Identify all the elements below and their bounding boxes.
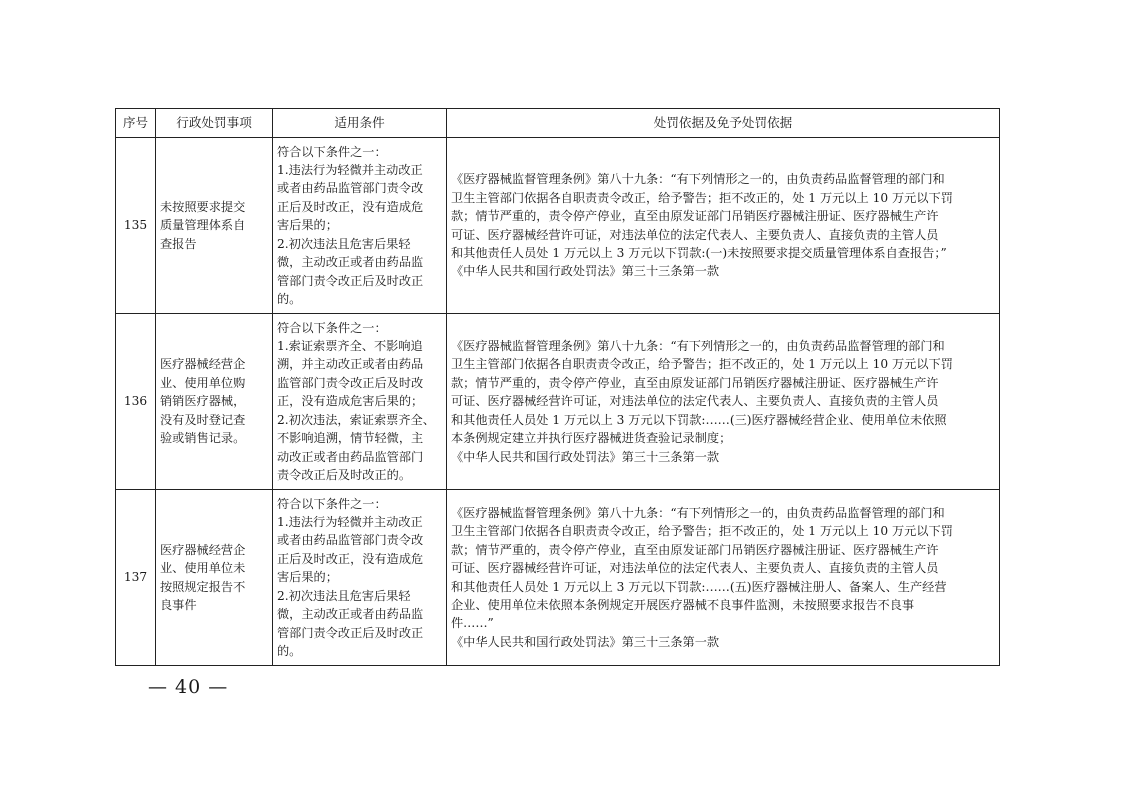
penalty-basis	[447, 138, 1000, 314]
text-line: 动改正或者由药品监管部门	[277, 449, 424, 464]
text-line: 和其他责任人员处 1 万元以上 3 万元以下罚款:……(三)医疗器械经营企业、使用单位未依照	[451, 412, 947, 427]
text-line: 《中华人民共和国行政处罚法》第三十三条第一款	[451, 634, 720, 649]
header-condition: 适用条件	[273, 109, 447, 138]
text-line: 业、使用单位未	[160, 561, 246, 576]
penalty-item	[156, 490, 273, 666]
text-line: 《中华人民共和国行政处罚法》第三十三条第一款	[451, 264, 720, 279]
header-no: 序号	[116, 109, 156, 138]
text-line: 业、使用单位购	[160, 375, 246, 390]
text-line: 和其他责任人员处 1 万元以上 3 万元以下罚款:(一)未按照要求提交质量管理体系自查报告；”	[451, 245, 947, 260]
text-line: 符合以下条件之一：	[277, 320, 387, 335]
text-line: 害后果的；	[277, 218, 338, 233]
text-line: 销销医疗器械，	[160, 394, 246, 409]
text-line: 卫生主管部门依据各自职责责令改正，给予警告；拒不改正的，处 1 万元以上 10 万元以下罚	[451, 524, 953, 539]
header-item: 行政处罚事项	[156, 109, 273, 138]
text-line: 1.索证索票齐全、不影响追	[277, 339, 423, 354]
table-row	[116, 490, 1000, 666]
text-line: 可证、医疗器械经营许可证，对违法单位的法定代表人、主要负责人、直接负责的主管人员	[451, 394, 939, 409]
text-line: 《医疗器械监督管理条例》第八十九条：“有下列情形之一的，由负责药品监督管理的部门和	[451, 339, 945, 354]
text-line: 款；情节严重的，责令停产停业，直至由原发证部门吊销医疗器械注册证、医疗器械生产许	[451, 375, 939, 390]
text-line: 正，没有造成危害后果的；	[277, 394, 424, 409]
text-line: 可证、医疗器械经营许可证，对违法单位的法定代表人、主要负责人、直接负责的主管人员	[451, 561, 939, 576]
text-line: 的。	[277, 643, 302, 658]
text-line: 1.违法行为轻微并主动改正	[277, 515, 423, 530]
text-line: 正后及时改正，没有造成危	[277, 551, 424, 566]
text-line: 溯，并主动改正或者由药品	[277, 357, 424, 372]
text-line: 微，主动改正或者由药品监	[277, 255, 424, 270]
header-basis: 处罚依据及免予处罚依据	[447, 109, 1000, 138]
text-line: 或者由药品监管部门责令改	[277, 181, 424, 196]
text-line: 质量管理体系自	[160, 218, 246, 233]
text-line: 不影响追溯，情节轻微，主	[277, 431, 424, 446]
text-line: 1.违法行为轻微并主动改正	[277, 163, 423, 178]
page-number: — 40 —	[148, 676, 229, 698]
text-line: 《医疗器械监督管理条例》第八十九条：“有下列情形之一的，由负责药品监督管理的部门和	[451, 505, 945, 520]
text-line: 件……”	[451, 616, 494, 631]
text-line: 查报告	[160, 236, 197, 251]
text-line: 医疗器械经营企	[160, 357, 246, 372]
text-line: 符合以下条件之一：	[277, 496, 387, 511]
penalty-basis	[447, 490, 1000, 666]
text-line: 的。	[277, 291, 302, 306]
text-line: 《中华人民共和国行政处罚法》第三十三条第一款	[451, 449, 720, 464]
text-line: 可证、医疗器械经营许可证，对违法单位的法定代表人、主要负责人、直接负责的主管人员	[451, 227, 939, 242]
text-line: 微，主动改正或者由药品监	[277, 607, 424, 622]
text-line: 按照规定报告不	[160, 579, 246, 594]
text-line: 验或销售记录。	[160, 431, 246, 446]
text-line: 《医疗器械监督管理条例》第八十九条：“有下列情形之一的，由负责药品监督管理的部门和	[451, 172, 945, 187]
penalty-item	[156, 314, 273, 490]
text-line: 害后果的；	[277, 570, 338, 585]
text-line: 没有及时登记查	[160, 412, 246, 427]
text-line: 未按照要求提交	[160, 199, 246, 214]
row-number: 137	[116, 490, 156, 666]
text-line: 企业、使用单位未依照本条例规定开展医疗器械不良事件监测，未按照要求报告不良事	[451, 597, 915, 612]
applicable-condition	[273, 314, 447, 490]
text-line: 良事件	[160, 597, 197, 612]
text-line: 监管部门责令改正后及时改	[277, 375, 424, 390]
penalty-basis	[447, 314, 1000, 490]
penalty-item	[156, 138, 273, 314]
text-line: 款；情节严重的，责令停产停业，直至由原发证部门吊销医疗器械注册证、医疗器械生产许	[451, 209, 939, 224]
text-line: 正后及时改正，没有造成危	[277, 199, 424, 214]
applicable-condition	[273, 138, 447, 314]
table-row	[116, 138, 1000, 314]
text-line: 2.初次违法且危害后果轻	[277, 236, 411, 251]
penalty-table	[115, 108, 1000, 666]
text-line: 2.初次违法且危害后果轻	[277, 588, 411, 603]
text-line: 责令改正后及时改正的。	[277, 467, 412, 482]
text-line: 或者由药品监管部门责令改	[277, 533, 424, 548]
text-line: 卫生主管部门依据各自职责责令改正，给予警告；拒不改正的，处 1 万元以上 10 万元以下罚	[451, 357, 953, 372]
row-number: 136	[116, 314, 156, 490]
text-line: 医疗器械经营企	[160, 542, 246, 557]
text-line: 本条例规定建立并执行医疗器械进货查验记录制度；	[451, 431, 732, 446]
text-line: 管部门责令改正后及时改正	[277, 273, 424, 288]
text-line: 2.初次违法，索证索票齐全、	[277, 412, 435, 427]
text-line: 卫生主管部门依据各自职责责令改正，给予警告；拒不改正的，处 1 万元以上 10 万元以下罚	[451, 190, 953, 205]
text-line: 款；情节严重的，责令停产停业，直至由原发证部门吊销医疗器械注册证、医疗器械生产许	[451, 542, 939, 557]
table-header-row	[116, 109, 1000, 138]
table-row	[116, 314, 1000, 490]
text-line: 和其他责任人员处 1 万元以上 3 万元以下罚款:……(五)医疗器械注册人、备案人、生产经营	[451, 579, 947, 594]
text-line: 符合以下条件之一：	[277, 144, 387, 159]
text-line: 管部门责令改正后及时改正	[277, 625, 424, 640]
row-number: 135	[116, 138, 156, 314]
applicable-condition	[273, 490, 447, 666]
